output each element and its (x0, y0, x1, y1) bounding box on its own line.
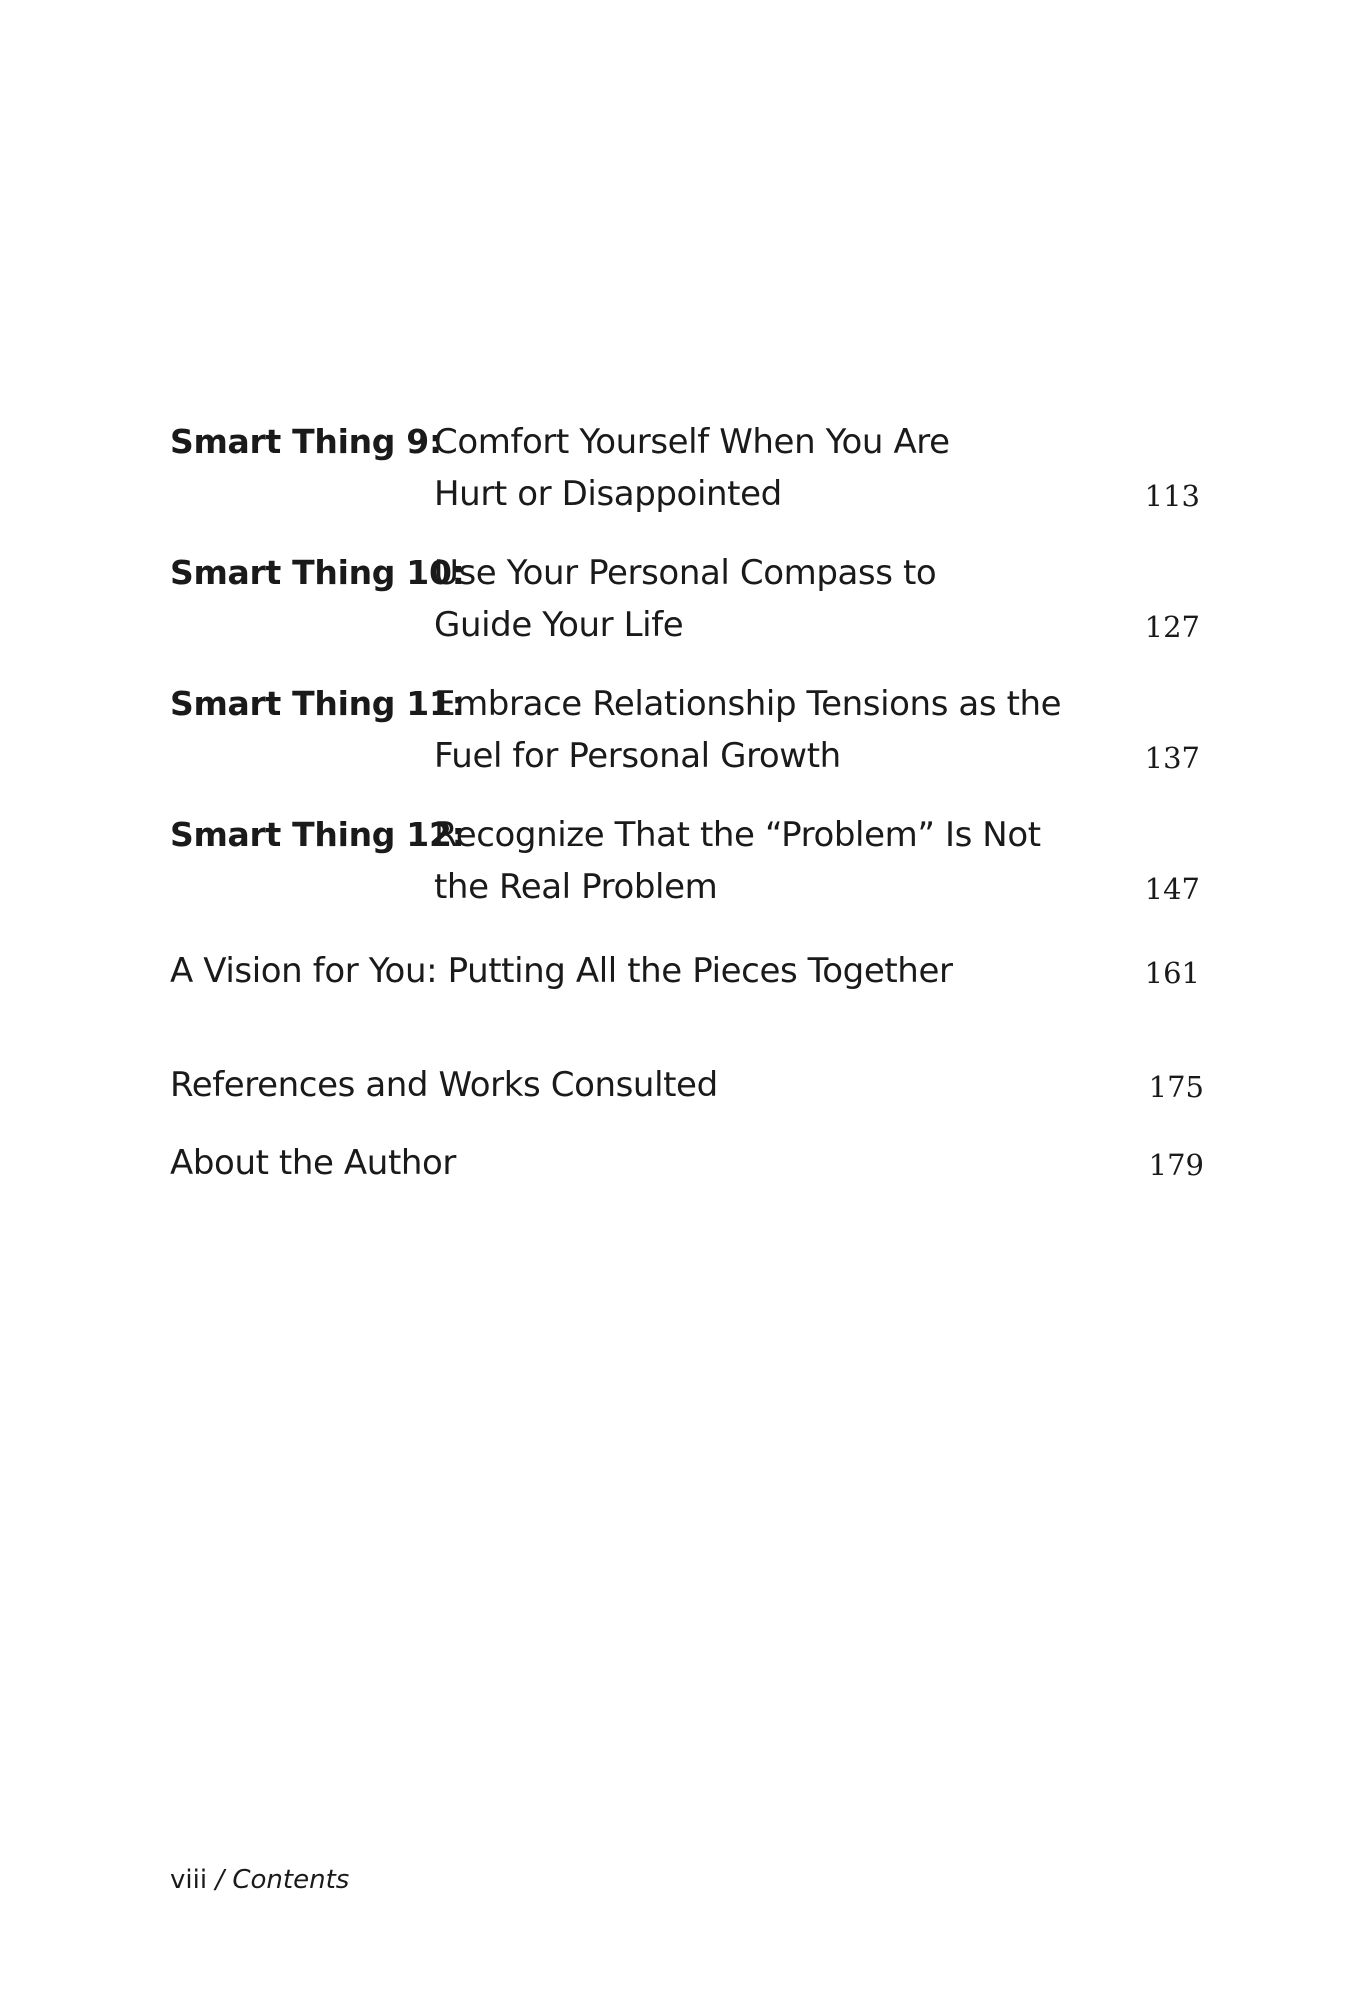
toc-entry-page-number: 147 (1144, 872, 1200, 906)
toc-entry-page-number: 137 (1144, 741, 1200, 775)
toc-entry-title-line-1: Use Your Personal Compass to (434, 553, 937, 593)
toc-entry-title: A Vision for You: Putting All the Pieces Together (170, 951, 953, 991)
folio-number: viii (170, 1865, 208, 1895)
toc-entry-title-line-2: Fuel for Personal Growth (434, 736, 841, 776)
toc-entry-title-line-1: Comfort Yourself When You Are (434, 422, 950, 462)
toc-entry-label: Smart Thing 11: (170, 684, 465, 723)
toc-entry-title-line-2: Hurt or Disappointed (434, 474, 782, 514)
page-footer (170, 1862, 349, 1898)
toc-entry-label: Smart Thing 10: (170, 553, 465, 592)
toc-entry-title-line-2: Guide Your Life (434, 605, 684, 645)
toc-entry-page-number: 113 (1144, 479, 1200, 513)
toc-entry-smart-thing-10[interactable] (170, 547, 1200, 651)
toc-entry-vision-for-you[interactable] (170, 945, 1200, 997)
toc-entry-title-line-1: Recognize That the “Problem” Is Not (434, 815, 1041, 855)
footer-section-title: Contents (232, 1865, 350, 1895)
toc-entry-label: Smart Thing 9: (170, 422, 442, 461)
toc-entry-smart-thing-11[interactable] (170, 678, 1200, 782)
toc-entry-smart-thing-12[interactable] (170, 809, 1200, 913)
toc-entry-page-number: 175 (1148, 1070, 1204, 1104)
toc-entry-label: Smart Thing 12: (170, 815, 465, 854)
toc-entry-references[interactable] (170, 1059, 1204, 1111)
toc-entry-title-line-2: the Real Problem (434, 867, 718, 907)
toc-entry-title: About the Author (170, 1143, 457, 1183)
toc-entry-title-line-1: Embrace Relationship Tensions as the (434, 684, 1062, 724)
toc-entry-page-number: 161 (1144, 956, 1200, 990)
toc-entry-title: References and Works Consulted (170, 1065, 718, 1105)
toc-entry-about-the-author[interactable] (170, 1137, 1204, 1189)
toc-entry-page-number: 127 (1144, 610, 1200, 644)
toc-entry-smart-thing-9[interactable] (170, 416, 1200, 520)
footer-separator: / (215, 1865, 225, 1895)
toc-entry-page-number: 179 (1148, 1148, 1204, 1182)
